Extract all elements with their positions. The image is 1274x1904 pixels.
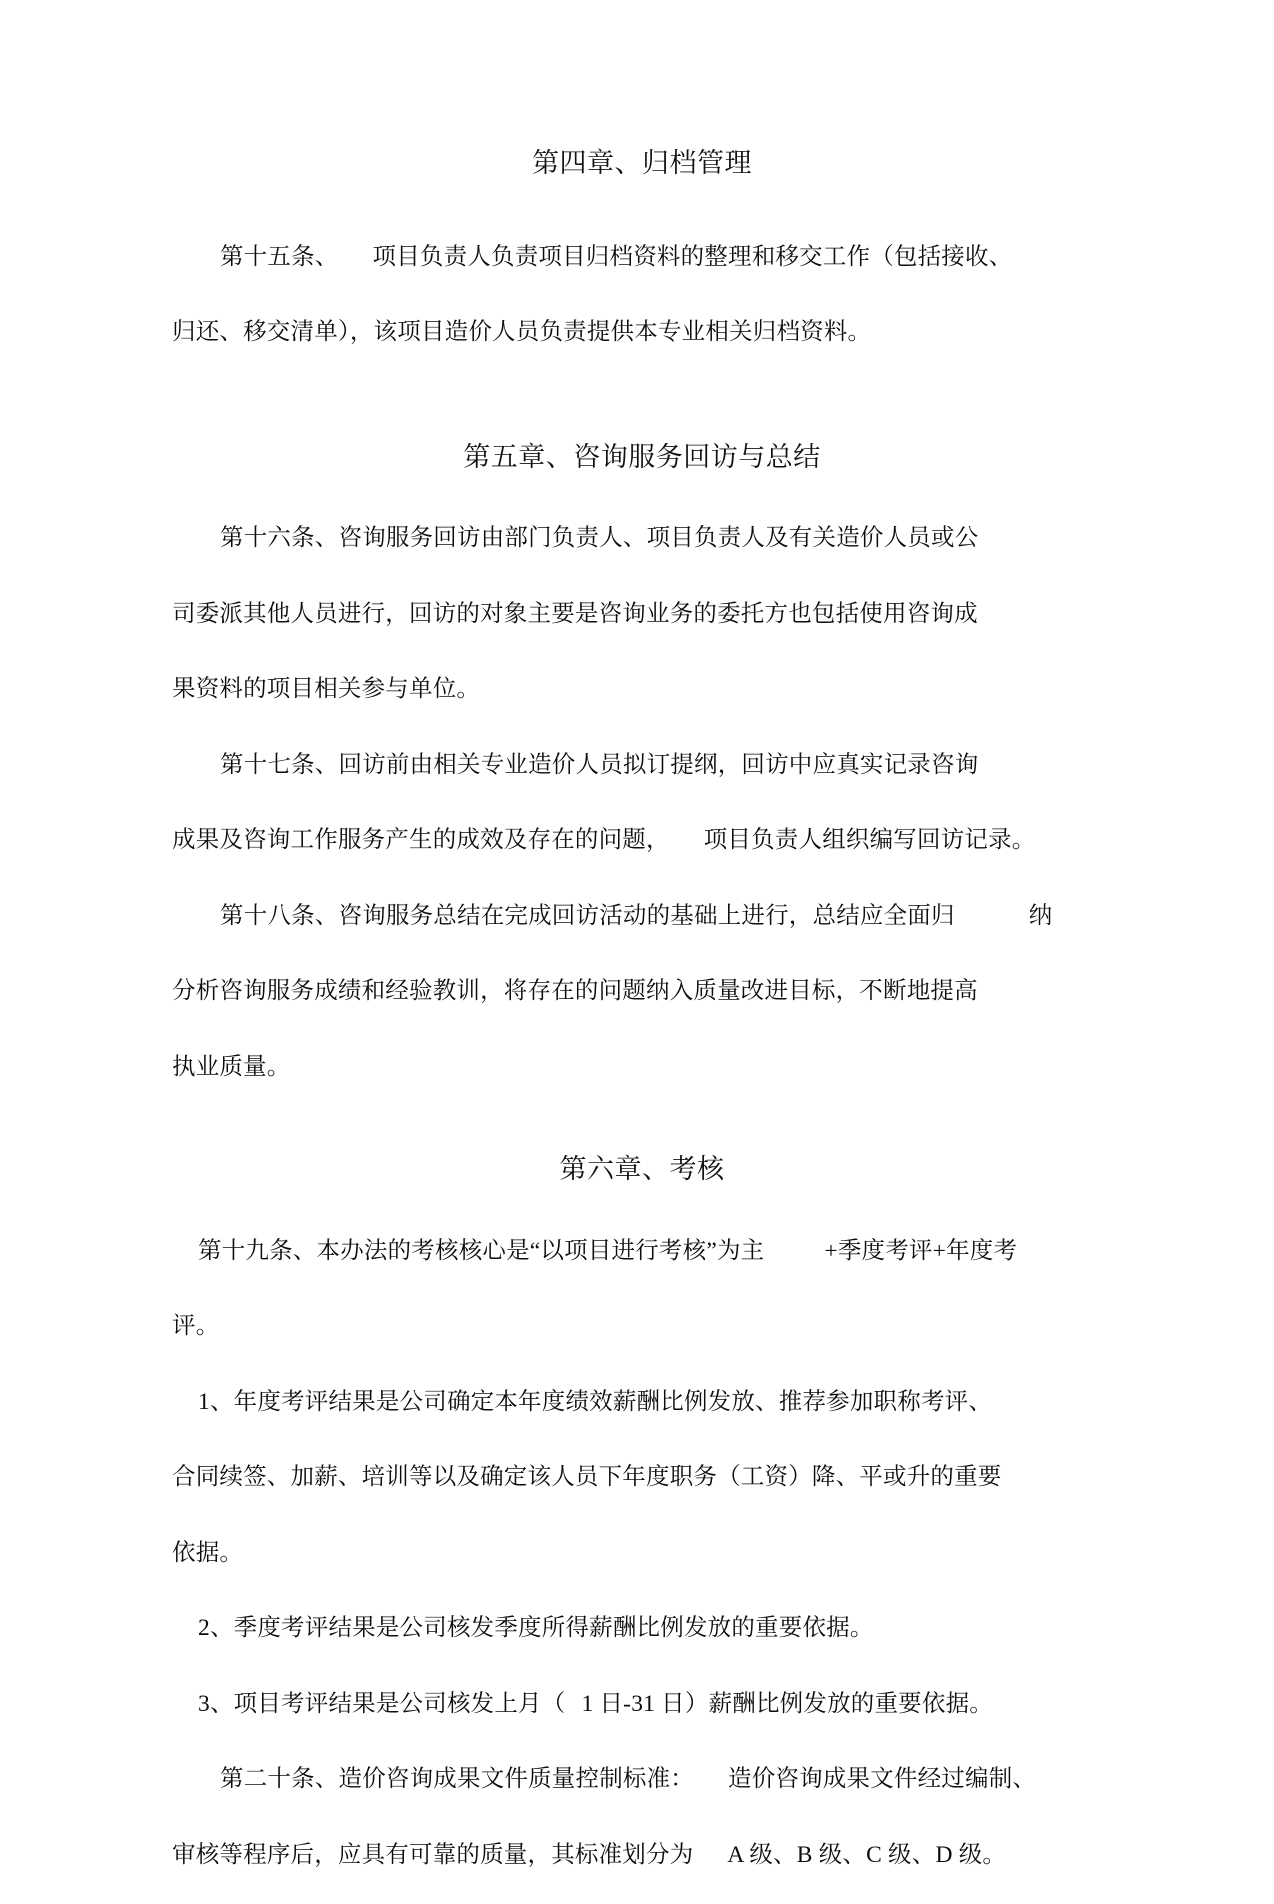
article-19-text-2: 评。 — [172, 1313, 220, 1339]
article-20-line-2 — [172, 1829, 1112, 1881]
article-16-line-3 — [172, 663, 1112, 715]
list-item-2-line-1 — [172, 1602, 1112, 1654]
list-item-1-text-3: 依据。 — [172, 1539, 244, 1566]
list-item-3-line-1 — [172, 1678, 1112, 1730]
article-20-text-1b: 造价咨询成果文件经过编制、 — [728, 1766, 1037, 1792]
article-18-text-1b: 纳 — [1028, 902, 1053, 929]
spacer-after-ch5-heading — [172, 471, 1112, 489]
article-19-text-1b: +季度考评+年度考 — [824, 1237, 1018, 1264]
spacer-after-ch4-heading — [172, 177, 1112, 207]
article-16-line-2 — [172, 588, 1112, 640]
article-15-paragraph — [172, 231, 1112, 283]
article-17-line-2 — [172, 814, 1112, 866]
article-18-text-2: 分析咨询服务成绩和经验教训，将存在的问题纳入质量改进目标，不断地提高 — [172, 978, 978, 1004]
article-20-text-1a: 第二十条、造价咨询成果文件质量控制标准： — [220, 1766, 694, 1792]
article-16-text-2: 司委派其他人员进行，回访的对象主要是咨询业务的委托方也包括使用咨询成 — [172, 600, 978, 627]
article-18-line-2 — [172, 965, 1112, 1017]
list-item-1-line-1 — [172, 1376, 1112, 1428]
list-item-1-line-3 — [172, 1527, 1112, 1579]
article-20-text-2b: A 级、B 级、C 级、D 级。 — [727, 1841, 1007, 1868]
article-15-text-b: 归还、移交清单），该项目造价人员负责提供本专业相关归档资料。 — [172, 319, 872, 345]
chapter-5-heading: 第五章、咨询服务回访与总结 — [463, 441, 821, 472]
article-18-text-3: 执业质量。 — [172, 1053, 291, 1080]
article-16-text-1: 第十六条、咨询服务回访由部门负责人、项目负责人及有关造价人员或公 — [220, 525, 979, 551]
article-15-label: 第十五条、 — [220, 243, 339, 270]
article-18-line-1 — [172, 890, 1112, 942]
article-15-paragraph-line2 — [172, 306, 1112, 358]
spacer-before-ch6 — [172, 1116, 1112, 1156]
article-17-text-1: 第十七条、回访前由相关专业造价人员拟订提纲，回访中应真实记录咨询 — [220, 751, 979, 778]
spacer-after-ch6-heading — [172, 1183, 1112, 1201]
article-15-text-a: 项目负责人负责项目归档资料的整理和移交工作（包括接收、 — [372, 243, 1013, 270]
document-content — [172, 0, 1112, 1904]
article-19-line-2 — [172, 1300, 1112, 1352]
article-17-line-1 — [172, 739, 1112, 791]
article-20-text-2a: 审核等程序后，应具有可靠的质量，其标准划分为 — [172, 1841, 694, 1868]
article-18-text-1a: 第十八条、咨询服务总结在完成回访活动的基础上进行，总结应全面归 — [220, 902, 955, 929]
list-item-1-text-1: 1、年度考评结果是公司确定本年度绩效薪酬比例发放、推荐参加职称考评、 — [198, 1388, 993, 1415]
spacer-before-ch5 — [172, 382, 1112, 444]
article-16-text-3: 果资料的项目相关参与单位。 — [172, 676, 481, 702]
top-spacer — [172, 0, 1112, 150]
article-19-text-1a: 第十九条、本办法的考核核心是“以项目进行考核”为主 — [198, 1237, 765, 1264]
chapter-6-heading: 第六章、考核 — [559, 1154, 725, 1184]
article-17-text-2a: 成果及咨询工作服务产生的成效及存在的问题， — [172, 827, 670, 853]
article-20-line-1 — [172, 1753, 1112, 1805]
list-item-2-text-1: 2、季度考评结果是公司核发季度所得薪酬比例发放的重要依据。 — [198, 1615, 874, 1641]
list-item-1-text-2: 合同续签、加薪、培训等以及确定该人员下年度职务（工资）降、平或升的重要 — [172, 1464, 1002, 1490]
article-19-line-1 — [172, 1225, 1112, 1277]
list-item-3-text-1b: 1 日-31 日）薪酬比例发放的重要依据。 — [581, 1690, 993, 1717]
article-18-line-3 — [172, 1041, 1112, 1093]
article-17-text-2b: 项目负责人组织编写回访记录。 — [703, 827, 1036, 853]
list-item-1-line-2 — [172, 1451, 1112, 1503]
article-16-line-1 — [172, 512, 1112, 564]
chapter-4-heading: 第四章、归档管理 — [532, 148, 752, 178]
list-item-3-text-1a: 3、项目考评结果是公司核发上月（ — [198, 1690, 566, 1717]
